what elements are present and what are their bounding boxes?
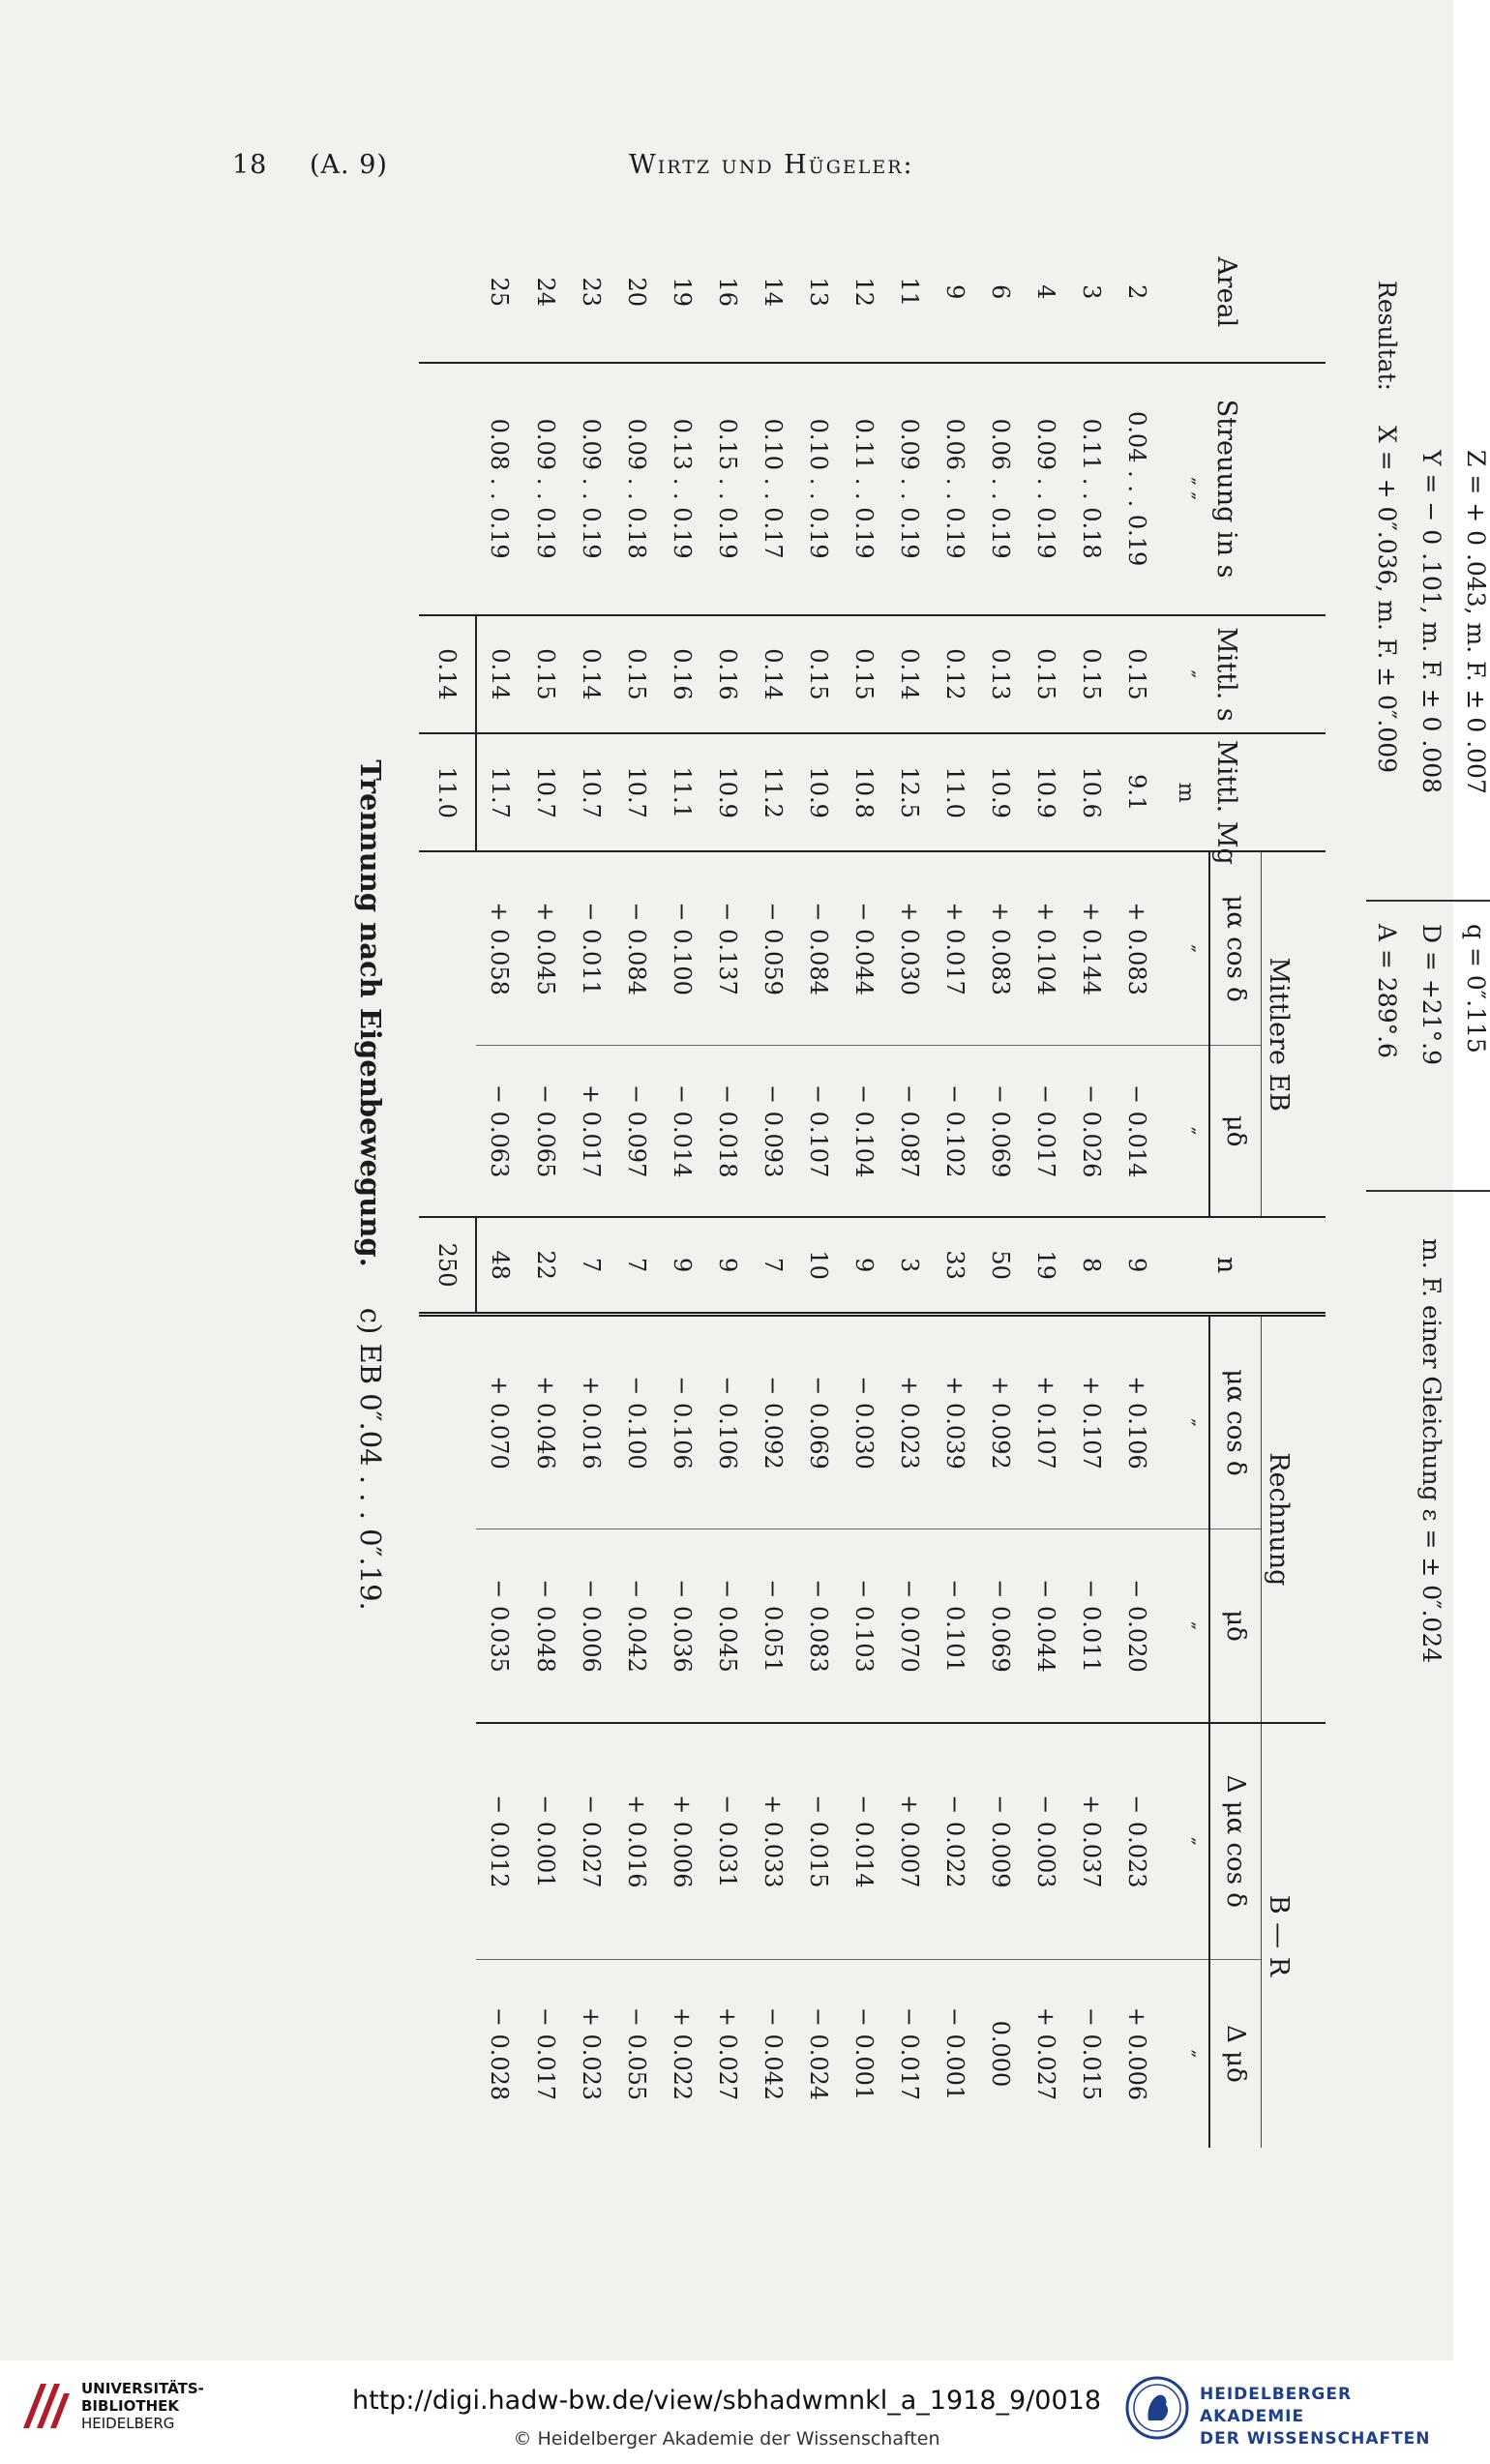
header-areal: Areal xyxy=(1209,223,1326,363)
cell-empty xyxy=(419,1045,476,1217)
cell-empty xyxy=(419,851,476,1045)
cell-br-mu-alpha: − 0.023 xyxy=(1114,1723,1163,1960)
cell-eb-mu-alpha: − 0.084 xyxy=(613,851,659,1045)
cell-mittl-s: 0.14 xyxy=(750,615,795,733)
table-row xyxy=(1114,223,1163,2148)
cell-eb-mu-delta: − 0.017 xyxy=(1023,1045,1068,1217)
cell-mittl-mg: 10.9 xyxy=(977,733,1023,851)
cell-streuung: 0.06 . . 0.19 xyxy=(977,363,1023,615)
table-row xyxy=(568,223,613,2148)
cell-br-mu-alpha: − 0.022 xyxy=(932,1723,977,1960)
header-r-mu-delta: μδ xyxy=(1209,1529,1262,1723)
table-row xyxy=(476,223,522,2148)
cell-empty xyxy=(419,1314,476,1529)
cell-streuung: 0.09 . . 0.19 xyxy=(886,363,932,615)
cell-mittl-s: 0.15 xyxy=(613,615,659,733)
cell-br-mu-alpha: − 0.014 xyxy=(841,1723,886,1960)
cell-eb-mu-alpha: + 0.017 xyxy=(932,851,977,1045)
cell-r-mu-delta: − 0.045 xyxy=(704,1529,750,1723)
cell-r-mu-delta: − 0.051 xyxy=(750,1529,795,1723)
unit-br-ma: ″ xyxy=(1163,1723,1209,1960)
cell-br-mu-delta: − 0.015 xyxy=(1078,2006,1105,2101)
cell-empty xyxy=(419,1723,476,1960)
cell-mittl-s: 0.15 xyxy=(1023,615,1068,733)
cell-n: 7 xyxy=(750,1217,795,1314)
cell-r-mu-alpha: + 0.106 xyxy=(1114,1314,1163,1529)
cell-mittl-mg: 10.7 xyxy=(568,733,613,851)
cell-eb-mu-delta: − 0.107 xyxy=(795,1045,841,1217)
caption-title: Trennung nach Eigenbewegung. xyxy=(354,759,387,1267)
cell-mittl-mg: 10.7 xyxy=(613,733,659,851)
cell-br-mu-alpha: − 0.003 xyxy=(1023,1723,1068,1960)
cell-eb-mu-delta: − 0.014 xyxy=(659,1045,704,1217)
cell-br-mu-alpha: − 0.015 xyxy=(795,1723,841,1960)
header-r-mu-alpha: μα cos δ xyxy=(1209,1314,1262,1529)
cell-eb-mu-delta: − 0.014 xyxy=(1114,1045,1163,1217)
cell-br-mu-alpha: + 0.033 xyxy=(750,1723,795,1960)
cell-br-mu-delta: − 0.001 xyxy=(850,2006,878,2101)
cell-br-mu-delta: + 0.027 xyxy=(1032,2006,1059,2101)
cell-r-mu-delta: − 0.044 xyxy=(1023,1529,1068,1723)
cell-n: 9 xyxy=(841,1217,886,1314)
cell-streuung: 0.06 . . 0.19 xyxy=(932,363,977,615)
cell-n: 8 xyxy=(1068,1217,1114,1314)
cell-br-mu-alpha: − 0.027 xyxy=(568,1723,613,1960)
cell-mittl-s: 0.16 xyxy=(659,615,704,733)
cell-eb-mu-delta: − 0.093 xyxy=(750,1045,795,1217)
rotated-table-block xyxy=(223,223,1490,2148)
cell-eb-mu-delta: − 0.104 xyxy=(841,1045,886,1217)
cell-mittl-mg: 9.1 xyxy=(1114,733,1163,851)
totals-row xyxy=(419,223,476,2148)
cell-br-mu-delta: + 0.027 xyxy=(714,2006,741,2101)
page-number: 18 xyxy=(232,150,268,180)
result-z: Z = + 0 .043, m. F. ± 0 .007 xyxy=(1462,450,1490,794)
cell-mittl-mg: 10.9 xyxy=(1023,733,1068,851)
header-eb-mu-alpha: μα cos δ xyxy=(1209,851,1262,1045)
result-d: D = +21°.9 xyxy=(1417,924,1445,1065)
cell-areal: 3 xyxy=(1068,223,1114,363)
cell-mittl-mg: 11.2 xyxy=(750,733,795,851)
header-rechnung: Rechnung xyxy=(1262,1314,1326,1722)
cell-r-mu-delta: − 0.020 xyxy=(1114,1529,1163,1723)
cell-eb-mu-delta: − 0.065 xyxy=(522,1045,568,1217)
unit-r-md: ″ xyxy=(1163,1529,1209,1723)
cell-eb-mu-delta: − 0.097 xyxy=(613,1045,659,1217)
cell-eb-mu-alpha: − 0.044 xyxy=(841,851,886,1045)
cell-mittl-mg: 10.9 xyxy=(704,733,750,851)
cell-areal: 13 xyxy=(795,223,841,363)
cell-br-mu-alpha: + 0.016 xyxy=(613,1723,659,1960)
cell-total-s: 0.14 xyxy=(419,615,476,733)
cell-eb-mu-alpha: + 0.058 xyxy=(476,851,522,1045)
cell-br-mu-delta: − 0.001 xyxy=(941,2006,968,2101)
cell-eb-mu-alpha: + 0.083 xyxy=(1114,851,1163,1045)
header-mittlere-eb: Mittlere EB xyxy=(1262,851,1326,1217)
table-row xyxy=(1023,223,1068,2148)
cell-br-mu-delta: − 0.028 xyxy=(486,2006,514,2101)
cell-mittl-s: 0.14 xyxy=(886,615,932,733)
cell-eb-mu-alpha: − 0.137 xyxy=(704,851,750,1045)
cell-br-mu-delta: − 0.017 xyxy=(896,2006,923,2101)
cell-br-mu-delta: 0.000 xyxy=(987,2020,1014,2088)
cell-empty xyxy=(419,363,476,615)
cell-r-mu-delta: − 0.101 xyxy=(932,1529,977,1723)
footer-bar xyxy=(0,2360,1453,2464)
cell-mittl-mg: 10.9 xyxy=(795,733,841,851)
cell-br-mu-alpha: + 0.007 xyxy=(886,1723,932,1960)
cell-eb-mu-delta: − 0.102 xyxy=(932,1045,977,1217)
cell-br-mu-alpha: + 0.037 xyxy=(1068,1723,1114,1960)
cell-mittl-mg: 10.7 xyxy=(522,733,568,851)
cell-br-mu-alpha: + 0.006 xyxy=(659,1723,704,1960)
cell-r-mu-alpha: + 0.023 xyxy=(886,1314,932,1529)
running-head-authors: Wirtz und Hügeler: xyxy=(629,150,914,180)
cell-mittl-mg: 11.0 xyxy=(932,733,977,851)
cell-mittl-mg: 10.6 xyxy=(1068,733,1114,851)
copyright-notice: © Heidelberger Akademie der Wissenschaften xyxy=(513,2428,940,2449)
cell-n: 7 xyxy=(613,1217,659,1314)
cell-n: 10 xyxy=(795,1217,841,1314)
header-mittl-s: Mittl. s xyxy=(1209,615,1326,733)
cell-areal: 2 xyxy=(1114,223,1163,363)
cell-r-mu-delta: − 0.103 xyxy=(841,1529,886,1723)
cell-streuung: 0.11 . . 0.19 xyxy=(841,363,886,615)
result-q: q = 0″.115 xyxy=(1462,924,1490,1054)
academy-name xyxy=(1200,2384,1453,2450)
cell-r-mu-alpha: − 0.106 xyxy=(704,1314,750,1529)
header-row-1 xyxy=(1262,223,1326,2148)
cell-eb-mu-alpha: − 0.084 xyxy=(795,851,841,1045)
cell-r-mu-delta: − 0.083 xyxy=(795,1529,841,1723)
cell-mittl-s: 0.16 xyxy=(704,615,750,733)
cell-empty xyxy=(419,1959,476,2148)
result-x: X = + 0″.036, m. F. ± 0″.009 xyxy=(1373,426,1401,774)
unit-mg: m xyxy=(1163,733,1209,851)
cell-br-mu-delta: + 0.022 xyxy=(669,2006,696,2101)
cell-streuung: 0.09 . . 0.19 xyxy=(1023,363,1068,615)
unit-n xyxy=(1163,1217,1209,1314)
cell-areal: 9 xyxy=(932,223,977,363)
result-label: Resultat: xyxy=(1373,281,1401,391)
cell-areal: 24 xyxy=(522,223,568,363)
cell-streuung: 0.09 . . 0.19 xyxy=(522,363,568,615)
cell-eb-mu-delta: − 0.018 xyxy=(704,1045,750,1217)
cell-r-mu-alpha: − 0.106 xyxy=(659,1314,704,1529)
unit-br-md: ″ xyxy=(1174,2049,1198,2059)
cell-n: 9 xyxy=(1114,1217,1163,1314)
ub-line-2: BIBLIOTHEK xyxy=(81,2397,179,2415)
table-row xyxy=(659,223,704,2148)
cell-streuung: 0.15 . . 0.19 xyxy=(704,363,750,615)
cell-r-mu-delta: − 0.036 xyxy=(659,1529,704,1723)
cell-mittl-s: 0.14 xyxy=(476,615,522,733)
unit-r-ma: ″ xyxy=(1163,1314,1209,1529)
table-row xyxy=(613,223,659,2148)
cell-mittl-mg: 11.1 xyxy=(659,733,704,851)
table-row xyxy=(1068,223,1114,2148)
cell-eb-mu-delta: − 0.069 xyxy=(977,1045,1023,1217)
cell-br-mu-alpha: − 0.009 xyxy=(977,1723,1023,1960)
table-row xyxy=(750,223,795,2148)
cell-mittl-s: 0.14 xyxy=(568,615,613,733)
cell-mittl-mg: 11.7 xyxy=(476,733,522,851)
table-body xyxy=(419,223,1163,2148)
cell-areal: 20 xyxy=(613,223,659,363)
cell-r-mu-alpha: − 0.100 xyxy=(613,1314,659,1529)
cell-br-mu-alpha: − 0.012 xyxy=(476,1723,522,1960)
table-row xyxy=(841,223,886,2148)
cell-n: 19 xyxy=(1023,1217,1068,1314)
cell-eb-mu-alpha: + 0.030 xyxy=(886,851,932,1045)
header-n: n xyxy=(1209,1217,1326,1314)
cell-n: 9 xyxy=(659,1217,704,1314)
header-br-mu-delta: Δ μδ xyxy=(1209,1959,1262,2148)
cell-mittl-s: 0.15 xyxy=(795,615,841,733)
cell-r-mu-alpha: − 0.092 xyxy=(750,1314,795,1529)
cell-eb-mu-delta: − 0.087 xyxy=(886,1045,932,1217)
cell-areal: 6 xyxy=(977,223,1023,363)
cell-empty xyxy=(419,223,476,363)
result-y: Y = − 0 .101, m. F. ± 0 .008 xyxy=(1417,450,1445,794)
header-streuung: Streuung in s xyxy=(1209,363,1326,615)
cell-total-n: 250 xyxy=(419,1217,476,1314)
hadw-line-2: DER WISSENSCHAFTEN xyxy=(1200,2429,1431,2449)
cell-eb-mu-alpha: + 0.083 xyxy=(977,851,1023,1045)
data-table xyxy=(419,223,1326,2148)
header-eb-mu-delta: μδ xyxy=(1209,1045,1262,1217)
ub-line-3: HEIDELBERG xyxy=(81,2415,175,2432)
cell-streuung: 0.04 . . . 0.19 xyxy=(1114,363,1163,615)
cell-r-mu-delta: − 0.011 xyxy=(1068,1529,1114,1723)
table-row xyxy=(795,223,841,2148)
header-mittl-mg: Mittl. Mg xyxy=(1209,733,1326,851)
cell-eb-mu-alpha: − 0.100 xyxy=(659,851,704,1045)
table-row xyxy=(977,223,1023,2148)
cell-streuung: 0.11 . . 0.18 xyxy=(1068,363,1114,615)
cell-mittl-s: 0.15 xyxy=(1114,615,1163,733)
cell-eb-mu-alpha: + 0.045 xyxy=(522,851,568,1045)
cell-r-mu-alpha: + 0.070 xyxy=(476,1314,522,1529)
cell-n: 22 xyxy=(522,1217,568,1314)
units-row xyxy=(1163,223,1209,2148)
section-ref: (A. 9) xyxy=(310,150,388,180)
table-row xyxy=(886,223,932,2148)
unit-eb-ma: ″ xyxy=(1163,851,1209,1045)
cell-areal: 11 xyxy=(886,223,932,363)
unit-streuung: ″ ″ xyxy=(1163,363,1209,615)
cell-streuung: 0.08 . . 0.19 xyxy=(476,363,522,615)
cell-areal: 4 xyxy=(1023,223,1068,363)
cell-eb-mu-delta: − 0.063 xyxy=(476,1045,522,1217)
cell-streuung: 0.13 . . 0.19 xyxy=(659,363,704,615)
cell-streuung: 0.10 . . 0.19 xyxy=(795,363,841,615)
cell-br-mu-delta: − 0.017 xyxy=(532,2006,559,2101)
cell-mittl-mg: 12.5 xyxy=(886,733,932,851)
academy-seal-icon xyxy=(1125,2376,1189,2440)
cell-r-mu-delta: − 0.048 xyxy=(522,1529,568,1723)
cell-streuung: 0.09 . . 0.19 xyxy=(568,363,613,615)
cell-br-mu-alpha: − 0.001 xyxy=(522,1723,568,1960)
cell-r-mu-alpha: + 0.039 xyxy=(932,1314,977,1529)
hadw-line-1: HEIDELBERGER AKADEMIE xyxy=(1200,2385,1353,2426)
cell-eb-mu-alpha: + 0.144 xyxy=(1068,851,1114,1045)
cell-r-mu-delta: − 0.069 xyxy=(977,1529,1023,1723)
unit-s: ″ xyxy=(1163,615,1209,733)
cell-br-mu-delta: + 0.006 xyxy=(1123,2006,1150,2101)
cell-r-mu-alpha: + 0.107 xyxy=(1023,1314,1068,1529)
caption-subtitle: c) EB 0″.04 . . . 0″.19. xyxy=(354,1307,387,1611)
result-divider-2 xyxy=(1366,1190,1490,1192)
cell-n: 48 xyxy=(476,1217,522,1314)
ub-line-1: UNIVERSITÄTS- xyxy=(81,2380,204,2397)
table-row xyxy=(932,223,977,2148)
cell-n: 50 xyxy=(977,1217,1023,1314)
cell-br-mu-delta: − 0.024 xyxy=(805,2006,832,2101)
cell-streuung: 0.09 . . 0.18 xyxy=(613,363,659,615)
cell-mittl-s: 0.15 xyxy=(841,615,886,733)
permalink-url[interactable]: http://digi.hadw-bw.de/view/sbhadwmnkl_a_1918_9/0018 xyxy=(351,2386,1102,2416)
cell-empty xyxy=(419,1529,476,1723)
header-br-mu-alpha: Δ μα cos δ xyxy=(1209,1723,1262,1960)
cell-eb-mu-alpha: − 0.011 xyxy=(568,851,613,1045)
result-divider-1 xyxy=(1366,900,1490,902)
table-row xyxy=(704,223,750,2148)
cell-areal: 19 xyxy=(659,223,704,363)
cell-br-mu-alpha: − 0.031 xyxy=(704,1723,750,1960)
cell-r-mu-alpha: + 0.092 xyxy=(977,1314,1023,1529)
cell-r-mu-delta: − 0.006 xyxy=(568,1529,613,1723)
cell-r-mu-alpha: − 0.069 xyxy=(795,1314,841,1529)
header-b-minus-r: B — R xyxy=(1262,1723,1326,2148)
table-caption xyxy=(354,223,387,2148)
cell-eb-mu-delta: + 0.017 xyxy=(568,1045,613,1217)
cell-n: 3 xyxy=(886,1217,932,1314)
cell-n: 9 xyxy=(704,1217,750,1314)
cell-eb-mu-delta: − 0.026 xyxy=(1068,1045,1114,1217)
table-row xyxy=(522,223,568,2148)
cell-mittl-s: 0.15 xyxy=(1068,615,1114,733)
cell-r-mu-delta: − 0.070 xyxy=(886,1529,932,1723)
cell-eb-mu-alpha: − 0.059 xyxy=(750,851,795,1045)
cell-areal: 14 xyxy=(750,223,795,363)
cell-mittl-s: 0.12 xyxy=(932,615,977,733)
running-head xyxy=(232,150,1200,189)
cell-mittl-mg: 10.8 xyxy=(841,733,886,851)
cell-n: 33 xyxy=(932,1217,977,1314)
cell-r-mu-delta: − 0.042 xyxy=(613,1529,659,1723)
cell-mittl-s: 0.15 xyxy=(522,615,568,733)
cell-r-mu-alpha: + 0.107 xyxy=(1068,1314,1114,1529)
result-mf: m. F. einer Gleichung ε = ± 0″.024 xyxy=(1417,1238,1445,1664)
cell-br-mu-delta: − 0.042 xyxy=(760,2006,787,2101)
cell-streuung: 0.10 . . 0.17 xyxy=(750,363,795,615)
cell-r-mu-delta: − 0.035 xyxy=(476,1529,522,1723)
cell-r-mu-alpha: − 0.030 xyxy=(841,1314,886,1529)
cell-br-mu-delta: − 0.055 xyxy=(623,2006,650,2101)
unit-areal xyxy=(1163,223,1209,363)
cell-r-mu-alpha: + 0.016 xyxy=(568,1314,613,1529)
cell-areal: 23 xyxy=(568,223,613,363)
result-a: A = 289°.6 xyxy=(1373,924,1401,1058)
cell-n: 7 xyxy=(568,1217,613,1314)
cell-mittl-s: 0.13 xyxy=(977,615,1023,733)
cell-r-mu-alpha: + 0.046 xyxy=(522,1314,568,1529)
cell-br-mu-delta: + 0.023 xyxy=(578,2006,605,2101)
cell-total-mg: 11.0 xyxy=(419,733,476,851)
cell-areal: 12 xyxy=(841,223,886,363)
cell-areal: 16 xyxy=(704,223,750,363)
unit-eb-md: ″ xyxy=(1163,1045,1209,1217)
result-block xyxy=(1359,281,1490,2119)
cell-eb-mu-alpha: + 0.104 xyxy=(1023,851,1068,1045)
cell-areal: 25 xyxy=(476,223,522,363)
